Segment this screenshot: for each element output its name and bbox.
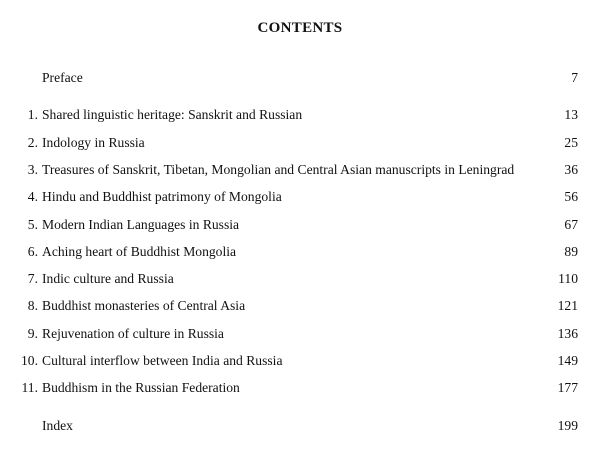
toc-entry-title: Index <box>42 418 73 433</box>
toc-page-number: 67 <box>564 217 578 232</box>
toc-entry-title: Preface <box>42 70 83 85</box>
chapter-number: 8. <box>27 298 38 313</box>
chapter-number: 7. <box>27 271 38 286</box>
toc-page-number: 110 <box>558 271 578 286</box>
toc-row <box>0 161 600 179</box>
toc-page-number: 149 <box>557 353 578 368</box>
toc-entry-title: Aching heart of Buddhist Mongolia <box>42 244 237 259</box>
toc-row <box>0 297 600 315</box>
toc-page-number: 7 <box>571 70 578 85</box>
toc-entry-title: Cultural interflow between India and Russia <box>42 353 283 368</box>
chapter-number: 3. <box>27 162 38 177</box>
toc-row-index <box>0 417 600 435</box>
toc-entry-title: Shared linguistic heritage: Sanskrit and Russian <box>42 107 303 122</box>
toc-row <box>0 243 600 261</box>
chapter-number: 4. <box>27 189 38 204</box>
toc-row <box>0 106 600 124</box>
toc-page-number: 121 <box>557 298 578 313</box>
toc-entry-title: Indology in Russia <box>42 135 145 150</box>
toc-row <box>0 379 600 397</box>
toc-row-preface <box>0 69 600 87</box>
toc-page-number: 136 <box>557 326 578 341</box>
toc-entry-title: Hindu and Buddhist patrimony of Mongolia <box>42 189 282 204</box>
toc-row <box>0 270 600 288</box>
toc-row <box>0 216 600 234</box>
toc-entry-title: Buddhism in the Russian Federation <box>42 380 240 395</box>
toc-entry-title: Treasures of Sanskrit, Tibetan, Mongolian and Central Asian manuscripts in Leningrad <box>42 162 515 177</box>
toc-row <box>0 134 600 152</box>
toc-page-number: 25 <box>564 135 578 150</box>
toc-row <box>0 188 600 206</box>
chapter-number: 2. <box>27 135 38 150</box>
chapter-number: 6. <box>27 244 38 259</box>
toc-entry-title: Rejuvenation of culture in Russia <box>42 326 224 341</box>
toc-entry-title: Modern Indian Languages in Russia <box>42 217 240 232</box>
toc-page-number: 89 <box>564 244 578 259</box>
toc-page-number: 36 <box>564 162 578 177</box>
toc-page-number: 56 <box>564 189 578 204</box>
toc-row <box>0 352 600 370</box>
toc-entry-title: Buddhist monasteries of Central Asia <box>42 298 246 313</box>
page-title: CONTENTS <box>257 20 343 36</box>
chapter-number: 5. <box>27 217 38 232</box>
chapter-number: 1. <box>27 107 38 122</box>
toc-entry-title: Indic culture and Russia <box>42 271 174 286</box>
chapter-number: 9. <box>27 326 38 341</box>
toc-row <box>0 325 600 343</box>
chapter-number: 10. <box>21 353 38 368</box>
chapter-number: 11. <box>21 380 38 395</box>
toc-page-number: 13 <box>564 107 578 122</box>
toc-page-number: 177 <box>557 380 578 395</box>
toc-page-number: 199 <box>557 418 578 433</box>
